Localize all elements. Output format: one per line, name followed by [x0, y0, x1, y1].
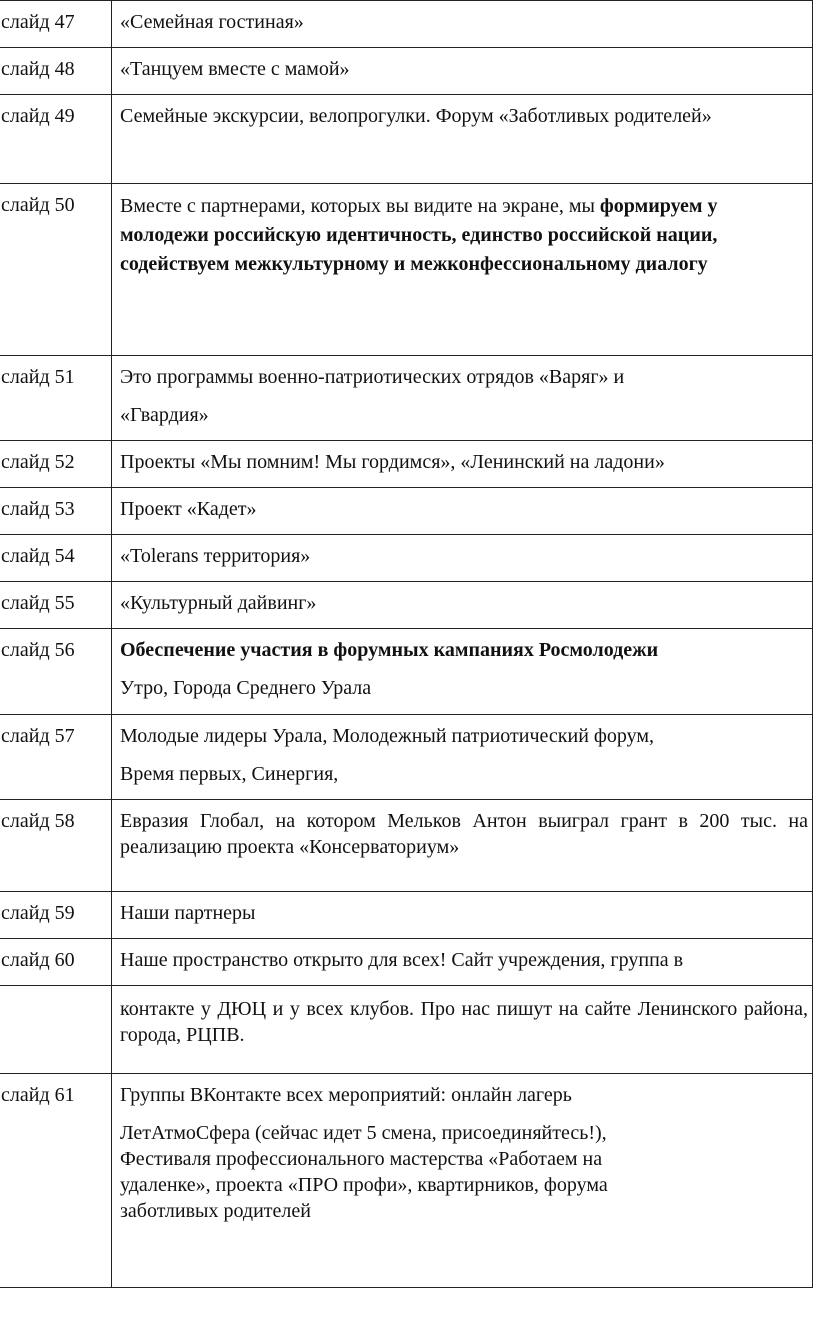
slide-content [112, 892, 813, 939]
slide-content [112, 488, 813, 535]
slide-number: слайд 47 [0, 1, 112, 48]
table-row [0, 356, 813, 441]
slide-number: слайд 57 [0, 715, 112, 800]
table-row [0, 892, 813, 939]
table-row [0, 1, 813, 48]
slide-number: слайд 51 [0, 356, 112, 441]
table-row [0, 800, 813, 892]
slide-number: слайд 52 [0, 441, 112, 488]
slide-number: слайд 61 [0, 1074, 112, 1288]
slide-content [112, 582, 813, 629]
slide-number: слайд 53 [0, 488, 112, 535]
slide-number: слайд 56 [0, 629, 112, 715]
slide-content [112, 939, 813, 986]
table-row [0, 986, 813, 1074]
slide-number [0, 986, 112, 1074]
slide-number: слайд 59 [0, 892, 112, 939]
content-line: «Танцуем вместе с мамой» [120, 58, 350, 80]
slide-number: слайд 48 [0, 48, 112, 95]
table-row [0, 582, 813, 629]
slide-number: слайд 55 [0, 582, 112, 629]
content-line: Молодые лидеры Урала, Молодежный патриотический форум, [120, 725, 654, 747]
content-line: заботливых родителей [120, 1200, 311, 1222]
content-intro: Вместе с партнерами, которых вы видите на экране, мы [120, 195, 595, 217]
slide-content: Семейные экскурсии, велопрогулки. Форум «Заботливых родителей» [112, 95, 813, 184]
content-line: Проекты «Мы помним! Мы гордимся», «Ленинский на ладони» [120, 451, 665, 473]
slide-content [112, 535, 813, 582]
slide-content [112, 715, 813, 800]
slide-content: контакте у ДЮЦ и у всех клубов. Про нас пишут на сайте Ленинского района, города, РЦПВ. [112, 986, 813, 1074]
table-row [0, 488, 813, 535]
slide-number: слайд 54 [0, 535, 112, 582]
slide-content [112, 441, 813, 488]
content-bold-line: Обеспечение участия в форумных кампаниях Росмолодежи [120, 639, 659, 661]
slide-number: слайд 49 [0, 95, 112, 184]
content-line: «Семейная гостиная» [120, 11, 304, 33]
content-line: «Гвардия» [120, 404, 209, 426]
content-line: удаленке», проекта «ПРО профи», квартирников, форума [120, 1174, 608, 1196]
table-row [0, 535, 813, 582]
content-line: Проект «Кадет» [120, 498, 257, 520]
slide-number: слайд 50 [0, 184, 112, 356]
content-line: Утро, Города Среднего Урала [120, 677, 372, 699]
table-row [0, 184, 813, 356]
table-row [0, 441, 813, 488]
table-row [0, 629, 813, 715]
content-line: Фестиваля профессионального мастерства «Работаем на [120, 1148, 603, 1170]
table-row [0, 1074, 813, 1288]
slide-number: слайд 60 [0, 939, 112, 986]
slide-content [112, 629, 813, 715]
content-line: Наши партнеры [120, 902, 256, 924]
content-line: Время первых, Синергия, [120, 763, 339, 785]
content-line: Наше пространство открыто для всех! Сайт учреждения, группа в [120, 949, 684, 971]
content-line: Это программы военно-патриотических отрядов «Варяг» и [120, 366, 625, 388]
table-row [0, 95, 813, 184]
content-line: «Культурный дайвинг» [120, 592, 317, 614]
slide-content [112, 356, 813, 441]
slide-content [112, 1, 813, 48]
content-line: Группы ВКонтакте всех мероприятий: онлайн лагерь [120, 1084, 572, 1106]
content-line: ЛетАтмоСфера (сейчас идет 5 смена, присоединяйтесь!), [120, 1122, 607, 1144]
slide-content [112, 48, 813, 95]
table-row [0, 939, 813, 986]
slide-number: слайд 58 [0, 800, 112, 892]
slide-content [112, 1074, 813, 1288]
slide-content: Евразия Глобал, на котором Мельков Антон выиграл грант в 200 тыс. на реализацию проекта «Консерваториум» [112, 800, 813, 892]
content-line: «Tolerans территория» [120, 545, 311, 567]
slide-content [112, 184, 813, 356]
table-row [0, 48, 813, 95]
table-row [0, 715, 813, 800]
content-bold: формируем у молодежи российскую идентичность, единство российской нации, содействуем межкультурному и межконфессиональному диалогу [120, 195, 718, 275]
